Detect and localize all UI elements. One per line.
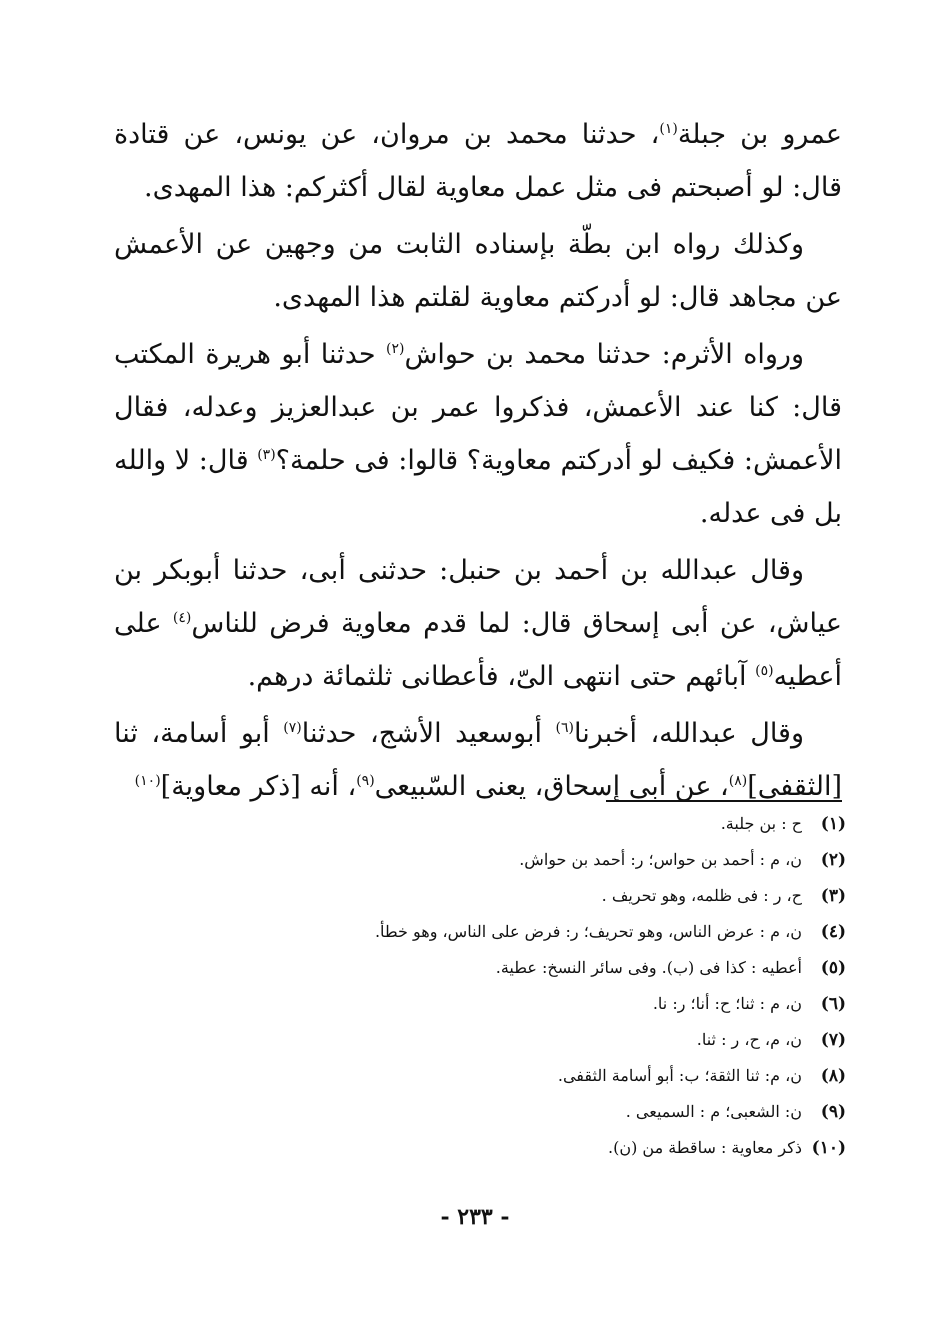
paragraph-text: عمرو بن جبلة xyxy=(677,119,843,150)
footnote xyxy=(114,914,846,950)
paragraph-text: آبائهم حتى انتهى الىّ، فأعطانى ثلثمائة درهم. xyxy=(247,661,756,692)
footnotes-section xyxy=(114,806,846,1166)
footnote xyxy=(114,1022,846,1058)
footnote xyxy=(114,1094,846,1130)
footnote-number: (٧) xyxy=(820,1030,846,1050)
footnote-reference: (٣) xyxy=(257,447,276,463)
footnote-number: (٦) xyxy=(820,994,846,1014)
footnote-text: ح، ر : فى ظلمه، وهو تحريف . xyxy=(601,886,802,905)
footnote-reference: (٥) xyxy=(755,663,774,679)
footnote-number: (٣) xyxy=(820,886,846,906)
footnote xyxy=(114,950,846,986)
footnote-text: ح : بن جلبة. xyxy=(720,814,802,833)
footnote-text: ن، م : عرض الناس، وهو تحريف؛ ر: فرض على الناس، وهو خطأ. xyxy=(374,922,802,941)
footnote-number: (١٠) xyxy=(811,1138,846,1158)
footnote-number: (٢) xyxy=(820,850,846,870)
page-number: - ٢٣٣ - xyxy=(440,1204,510,1230)
footnote-number: (٤) xyxy=(820,922,846,942)
footnote-text: أعطيه : كذا فى (ب). وفى سائر النسخ: عطية. xyxy=(495,958,802,977)
paragraph-text: قال: لا والله بل فى عدله. xyxy=(114,445,842,529)
paragraph-text: أبوسعيد الأشج، حدثنا xyxy=(301,718,556,749)
footnote-reference: (١) xyxy=(659,121,678,137)
paragraph-text: وقال عبدالله بن أحمد بن حنبل: حدثنى أبى، حدثنا أبوبكر بن عياش، عن أبى إسحاق قال: لما قدم معاوية فرض للناس xyxy=(114,555,842,639)
footnote-text: ن، م : أحمد بن حواس؛ ر: أحمد بن حواش. xyxy=(519,850,802,869)
footnote-reference: (٧) xyxy=(283,720,302,736)
footnote-number: (٥) xyxy=(820,958,846,978)
footnote-reference: (٩) xyxy=(356,773,375,789)
footnote-reference: (٤) xyxy=(172,610,192,626)
paragraph xyxy=(114,544,842,703)
footnote-separator xyxy=(606,800,842,802)
paragraph xyxy=(114,218,842,324)
footnote-text: ذكر معاوية : ساقطة من (ن). xyxy=(607,1138,802,1157)
main-text-body xyxy=(114,108,842,817)
paragraph-text: وكذلك رواه ابن بطّة بإسناده الثابت من وجهين عن الأعمش عن مجاهد قال: لو أدركتم معاوية لقلتم هذا المهدى. xyxy=(114,229,842,313)
footnote-reference: (٨) xyxy=(728,773,748,789)
footnote-text: ن: الشعبى؛ م : السميعى . xyxy=(625,1102,802,1121)
footnote xyxy=(114,1130,846,1166)
footnote xyxy=(114,842,846,878)
footnote xyxy=(114,1058,846,1094)
footnote xyxy=(114,878,846,914)
footnote xyxy=(114,806,846,842)
paragraph-text: على أعطيه xyxy=(114,608,842,692)
paragraph xyxy=(114,707,842,813)
paragraph xyxy=(114,328,842,540)
paragraph-text: ، أنه [ذكر معاوية] xyxy=(160,771,357,802)
footnote-text: ن، م، ح، ر : ثنا. xyxy=(696,1030,802,1049)
paragraph-text: ورواه الأثرم: حدثنا محمد بن حواش xyxy=(404,339,804,370)
footnote-reference: (٢) xyxy=(385,341,405,357)
footnote-number: (٨) xyxy=(820,1066,846,1086)
footnote-reference: (٦) xyxy=(555,720,574,736)
footnote-text: ن، م : ثنا؛ ح: أنا؛ ر: نا. xyxy=(652,994,802,1013)
paragraph-text: وقال عبدالله، أخبرنا xyxy=(574,718,804,749)
footnote-number: (١) xyxy=(820,814,846,834)
paragraph-text: ، عن أبى إسحاق، يعنى السّبيعى xyxy=(374,771,729,802)
footnote xyxy=(114,986,846,1022)
paragraph-text: أبو أسامة، ثنا [الثقفى] xyxy=(114,718,842,802)
footnote-number: (٩) xyxy=(820,1102,846,1122)
paragraph-text: حدثنا أبو هريرة المكتب قال: كنا عند الأعمش، فذكروا عمر بن عبدالعزيز وعدله، فقال الأعمش: فكيف لو أدركتم معاوية؟ قالوا: فى حلمة؟ xyxy=(114,339,842,476)
footnote-reference: (١٠) xyxy=(134,773,161,789)
paragraph-text: ، حدثنا محمد بن مروان، عن يونس، عن قتادة قال: لو أصبحتم فى مثل عمل معاوية لقال أكثركم: هذا المهدى. xyxy=(114,119,842,203)
paragraph xyxy=(114,108,842,214)
footnote-text: ن، م: ثنا الثقة؛ ب: أبو أسامة الثقفى. xyxy=(557,1066,802,1085)
